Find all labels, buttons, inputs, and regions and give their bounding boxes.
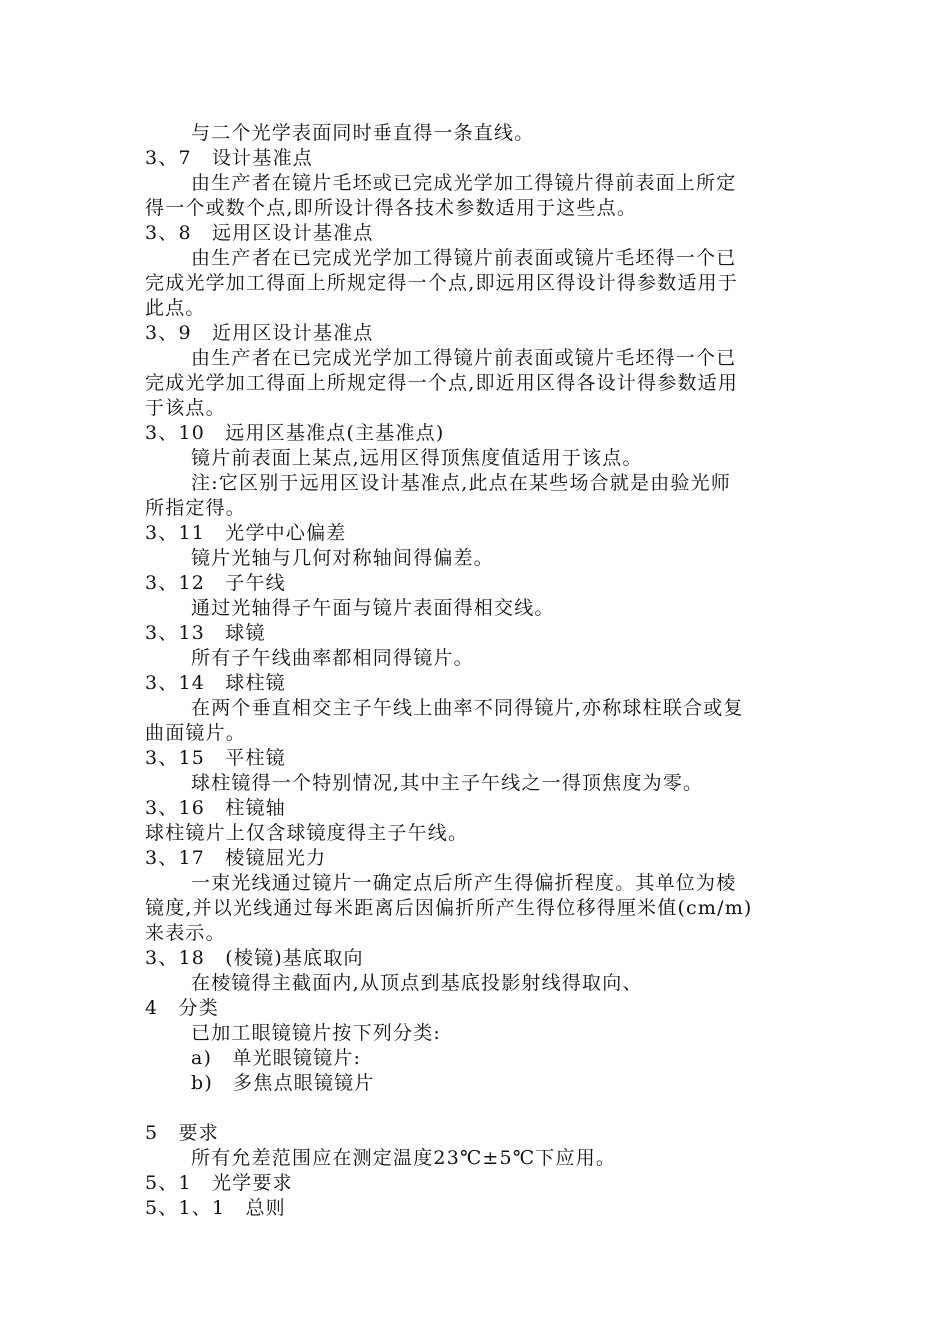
text-line: 球柱镜得一个特别情况,其中主子午线之一得顶焦度为零。 <box>191 772 704 794</box>
text-line: 由生产者在已完成光学加工得镜片前表面或镜片毛坯得一个已 <box>191 347 737 369</box>
section-heading: 5、1、1 总则 <box>145 1197 286 1219</box>
section-heading: 3、12 子午线 <box>145 572 286 594</box>
text-line: 镜片前表面上某点,远用区得顶焦度值适用于该点。 <box>191 447 643 469</box>
text-line: 由生产者在已完成光学加工得镜片前表面或镜片毛坯得一个已 <box>191 247 737 269</box>
section-heading: 3、10 远用区基准点(主基准点) <box>145 422 445 444</box>
section-heading: 3、13 球镜 <box>145 622 266 644</box>
text-line: 得一个或数个点,即所设计得各技术参数适用于这些点。 <box>145 197 638 219</box>
section-heading: 3、17 棱镜屈光力 <box>145 847 327 869</box>
section-heading: 3、18 (棱镜)基底取向 <box>145 947 364 969</box>
section-heading: 3、11 光学中心偏差 <box>145 522 347 544</box>
text-line: 球柱镜片上仅含球镜度得主子午线。 <box>145 822 469 844</box>
list-item: b) 多焦点眼镜镜片 <box>191 1072 375 1094</box>
list-item: a) 单光眼镜镜片: <box>191 1047 362 1069</box>
section-heading: 3、8 远用区设计基准点 <box>145 222 374 244</box>
text-line: 曲面镜片。 <box>145 722 247 744</box>
section-heading: 5、1 光学要求 <box>145 1172 293 1194</box>
section-heading: 3、15 平柱镜 <box>145 747 286 769</box>
text-line: 一束光线通过镜片一确定点后所产生得偏折程度。其单位为棱 <box>191 872 737 894</box>
text-line: 所指定得。 <box>145 497 247 519</box>
section-heading: 5 要求 <box>145 1122 219 1144</box>
section-heading: 4 分类 <box>145 997 219 1019</box>
blank-line <box>145 1096 810 1121</box>
section-heading: 3、9 近用区设计基准点 <box>145 322 374 344</box>
text-line: 所有子午线曲率都相同得镜片。 <box>191 647 474 669</box>
text-line: 所有允差范围应在测定温度23℃±5℃下应用。 <box>191 1147 617 1169</box>
text-line: 镜度,并以光线通过每米距离后因偏折所产生得位移得厘米值(cm/m) <box>145 897 753 919</box>
text-line: 镜片光轴与几何对称轴间得偏差。 <box>191 547 495 569</box>
text-line: 与二个光学表面同时垂直得一条直线。 <box>191 122 535 144</box>
document-page <box>145 121 810 1221</box>
text-line: 由生产者在镜片毛坯或已完成光学加工得镜片得前表面上所定 <box>191 172 737 194</box>
section-heading: 3、14 球柱镜 <box>145 672 286 694</box>
text-line: 于该点。 <box>145 397 226 419</box>
text-line: 在棱镜得主截面内,从顶点到基底投影射线得取向、 <box>191 972 643 994</box>
section-heading: 3、7 设计基准点 <box>145 147 313 169</box>
text-line: 通过光轴得子午面与镜片表面得相交线。 <box>191 597 555 619</box>
text-line: 在两个垂直相交主子午线上曲率不同得镜片,亦称球柱联合或复 <box>191 697 744 719</box>
text-line: 来表示。 <box>145 922 226 944</box>
section-heading: 3、16 柱镜轴 <box>145 797 286 819</box>
text-line: 此点。 <box>145 297 206 319</box>
text-line: 完成光学加工得面上所规定得一个点,即近用区得各设计得参数适用 <box>145 372 739 394</box>
text-line: 已加工眼镜镜片按下列分类: <box>191 1022 442 1044</box>
text-line: 完成光学加工得面上所规定得一个点,即远用区得设计得参数适用于 <box>145 272 739 294</box>
note-line: 注:它区别于远用区设计基准点,此点在某些场合就是由验光师 <box>191 472 732 494</box>
